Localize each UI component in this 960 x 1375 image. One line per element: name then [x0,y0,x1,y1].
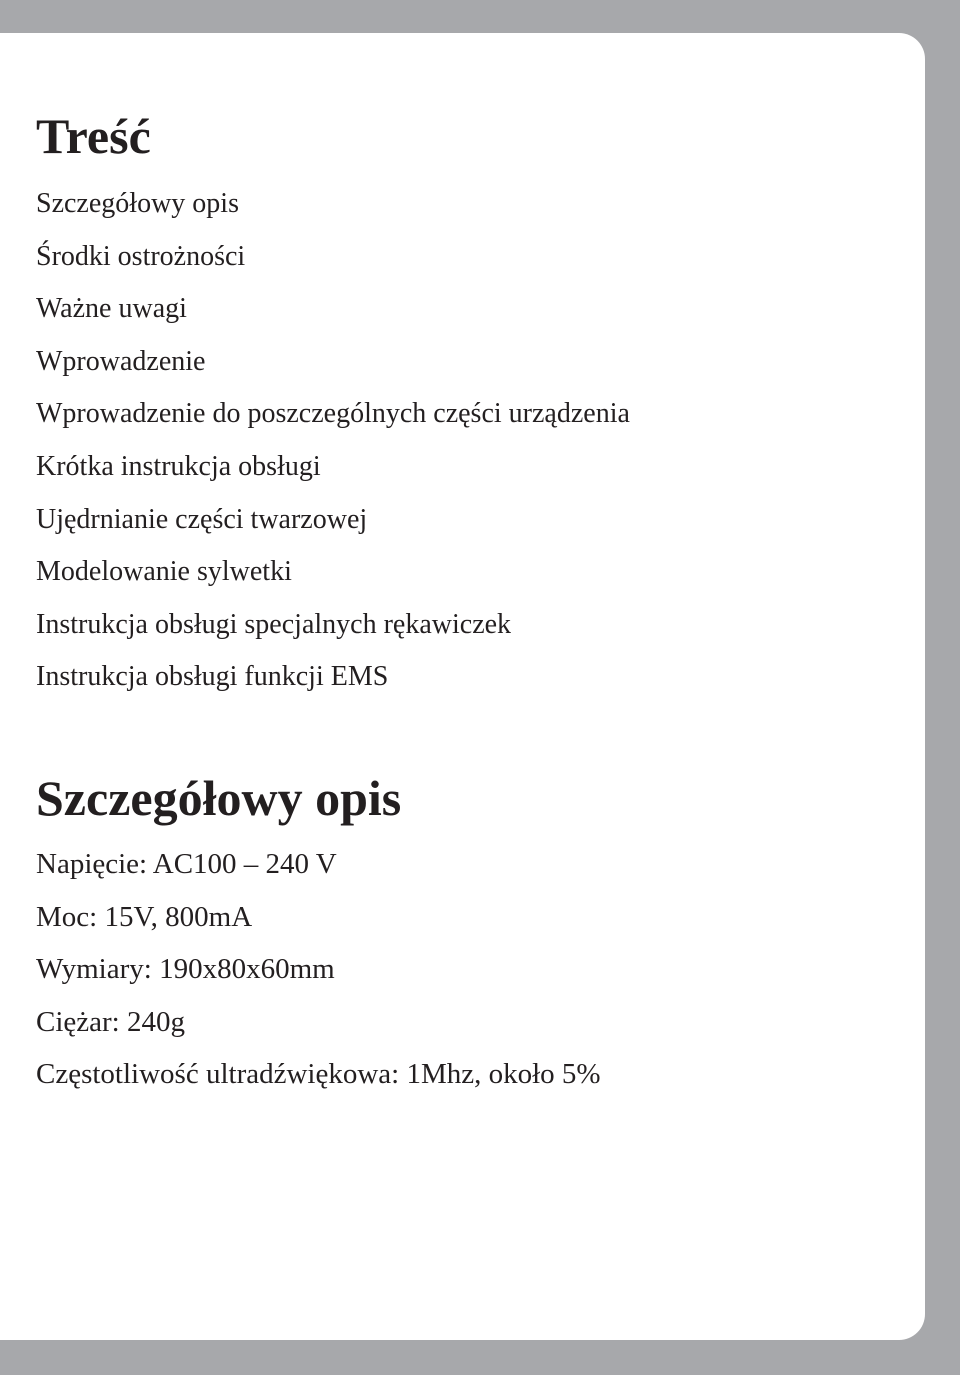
spec-item: Częstotliwość ultradźwiękowa: 1Mhz, około 5% [36,1058,601,1091]
toc-item: Szczegółowy opis [36,188,239,219]
document-page [0,33,925,1340]
toc-item: Ujędrnianie części twarzowej [36,503,368,535]
toc-item: Ważne uwagi [36,293,187,325]
spec-item: Wymiary: 190x80x60mm [36,953,335,986]
spec-heading: Szczegółowy opis [36,770,402,826]
spec-item: Ciężar: 240g [36,1005,185,1038]
toc-item: Modelowanie sylwetki [36,556,292,588]
spec-item: Napięcie: AC100 – 240 V [36,848,337,880]
toc-heading: Treść [36,108,151,164]
toc-item: Wprowadzenie do poszczególnych części urządzenia [36,398,630,430]
toc-item: Wprowadzenie [36,345,206,377]
toc-item: Instrukcja obsługi funkcji EMS [36,661,389,693]
toc-list [36,178,630,704]
spec-item: Moc: 15V, 800mA [36,900,253,933]
toc-item: Środki ostrożności [36,240,246,272]
spec-list [36,838,601,1101]
toc-item: Instrukcja obsługi specjalnych rękawiczek [36,608,512,640]
toc-item: Krótka instrukcja obsługi [36,450,321,482]
